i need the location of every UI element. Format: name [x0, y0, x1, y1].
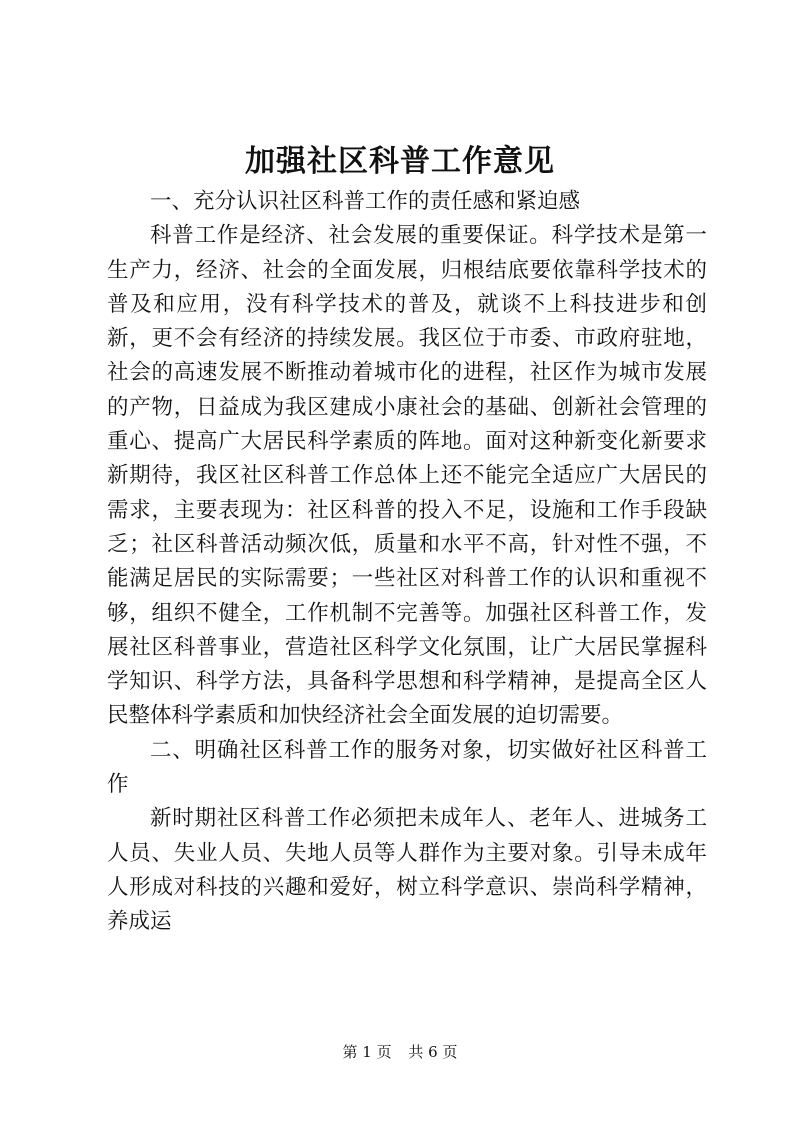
section-2-paragraph: 新时期社区科普工作必须把未成年人、老年人、进城务工人员、失业人员、失地人员等人群作为主要对象。引导未成年人形成对科技的兴趣和爱好，树立科学意识、崇尚科学精神，养成运 [107, 806, 707, 935]
page-number: 第 1 页 [342, 1043, 392, 1061]
document-title: 加强社区科普工作意见 [245, 144, 555, 179]
page-footer [0, 1042, 800, 1062]
page-total: 共 6 页 [408, 1043, 458, 1061]
section-2-heading: 二、明确社区科普工作的服务对象，切实做好社区科普工作 [107, 737, 707, 798]
document-body [107, 185, 707, 940]
section-1-paragraph: 科普工作是经济、社会发展的重要保证。科学技术是第一生产力，经济、社会的全面发展，归根结底要依靠科学技术的普及和应用，没有科学技术的普及，就谈不上科技进步和创新，更不会有经济的持续发展。我区位于市委、市政府驻地，社会的高速发展不断推动着城市化的进程，社区作为城市发展的产物，日益成为我区建成小康社会的基础、创新社会管理的重心、提高广大居民科学素质的阵地。面对这种新变化新要求新期待，我区社区科普工作总体上还不能完全适应广大居民的需求，主要表现为：社区科普的投入不足，设施和工作手段缺乏；社区科普活动频次低，质量和水平不高，针对性不强，不能满足居民的实际需要；一些社区对科普工作的认识和重视不够，组织不健全，工作机制不完善等。加强社区科普工作，发展社区科普事业，营造社区科学文化氛围，让广大居民掌握科学知识、科学方法，具备科学思想和科学精神，是提高全区人民整体科学素质和加快经济社会全面发展的迫切需要。 [107, 223, 707, 729]
section-1-heading: 一、充分认识社区科普工作的责任感和紧迫感 [150, 189, 581, 214]
